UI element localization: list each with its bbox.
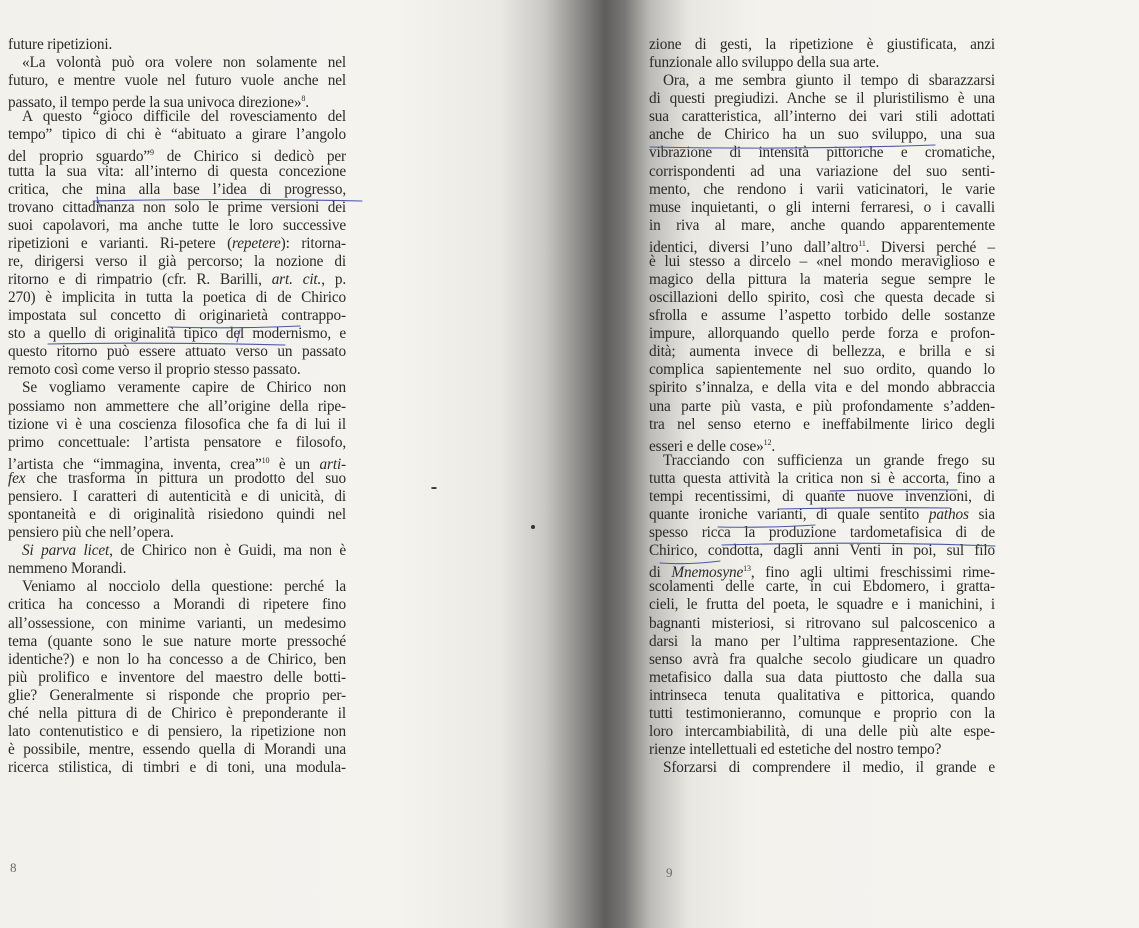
text-line	[8, 705, 346, 723]
text-line	[8, 542, 346, 560]
page-number-left: 8	[10, 860, 17, 875]
text-line	[649, 235, 995, 256]
text-span: possiamo non ammettere che all’origine della ripe-	[8, 397, 346, 415]
text-span: , p.	[321, 271, 347, 289]
text-line	[8, 108, 346, 126]
text-line	[649, 759, 995, 777]
text-line	[649, 72, 995, 90]
text-line	[8, 506, 346, 524]
text-span: scolamenti delle carte, in cui Ebdomero, i gratta-	[649, 578, 995, 596]
text-line	[8, 307, 346, 325]
text-span: anche de Chirico ha un suo sviluppo, una sua	[649, 126, 995, 144]
text-line	[649, 398, 995, 416]
dust-speck	[531, 525, 535, 529]
text-span: tempo” tipico di chi è “abituato a girare l’angolo	[8, 126, 346, 144]
text-line	[649, 651, 995, 669]
text-line	[649, 723, 995, 741]
text-line	[649, 578, 995, 596]
text-span: è possibile, mentre, essendo quella di Morandi una	[8, 741, 346, 759]
right-page-text	[649, 36, 995, 777]
text-span: sto a quello di originalità tipico del modernismo, e	[8, 325, 346, 343]
text-line	[8, 452, 346, 473]
text-line	[649, 144, 995, 162]
text-line	[8, 181, 346, 199]
text-span: cieli, le frutta del poeta, le squadre e i manichini, i	[649, 596, 995, 614]
text-line	[8, 398, 346, 416]
text-span: Chirico, condotta, dagli anni Venti in poi, sul filo	[649, 542, 995, 560]
text-span: del proprio sguardo”	[8, 148, 150, 166]
text-line	[649, 343, 995, 361]
text-span: ricerca stilistica, di timbri e di toni, una modula-	[8, 759, 346, 777]
text-line	[649, 669, 995, 687]
text-span: critica ha concesso a Morandi di ripetere fino	[8, 596, 346, 614]
page-number-right: 9	[666, 865, 673, 880]
text-line	[8, 651, 346, 669]
text-line	[8, 687, 346, 705]
text-line	[8, 72, 346, 90]
text-line	[8, 126, 346, 144]
text-span: critica, che mina alla base l’idea di progresso,	[8, 180, 346, 198]
text-line	[649, 325, 995, 343]
text-span: sua caratteristica, all’interno dei vari stili adottati	[649, 108, 995, 126]
text-line	[649, 307, 995, 325]
text-line	[649, 615, 995, 633]
text-line	[649, 108, 995, 126]
text-span: glie? Generalmente si risponde che proprio per-	[8, 686, 346, 704]
footnote-ref: 9	[149, 148, 154, 158]
text-span: darsi la mano per l’ultima rappresentazione. Che	[649, 632, 995, 650]
text-span: corrispondenti ad una variazione del suo senti-	[649, 162, 995, 180]
text-line	[8, 235, 346, 253]
text-line	[649, 90, 995, 108]
text-line	[649, 633, 995, 651]
text-span: loro intercambiabilità, di una delle più alte espe-	[649, 722, 995, 740]
text-line	[649, 705, 995, 723]
text-span: . Diversi perché –	[865, 238, 995, 256]
text-line	[8, 669, 346, 687]
footnote-ref: 8	[301, 94, 306, 104]
text-line	[649, 596, 995, 614]
text-line	[8, 560, 346, 578]
text-span: magico della pittura la materia segue sempre le	[649, 271, 995, 289]
text-span: è un	[269, 455, 320, 473]
text-span: sia	[968, 506, 996, 524]
left-page-text	[8, 36, 346, 777]
text-span: ripetizioni e varianti. Ri-petere (	[8, 234, 233, 252]
text-line	[649, 488, 995, 506]
text-line	[8, 253, 346, 271]
text-span: una parte più vasta, e più profondamente s’adden-	[649, 397, 995, 415]
text-span: tutti testimonieranno, comunque e proprio con la	[649, 704, 995, 722]
text-span: complica sapientemente nel suo ordito, quando lo	[649, 361, 995, 379]
footnote-ref: 12	[763, 437, 772, 447]
text-span: sfrolla e assume l’aspetto torbido delle sostanze	[649, 307, 995, 325]
text-line	[8, 596, 346, 614]
text-span: tutta la sua vita: all’interno di questa concezione	[8, 162, 346, 180]
text-line	[8, 488, 346, 506]
italic-text: arti-	[319, 455, 346, 473]
text-span: Ora, a me sembra giunto il tempo di sbarazzarsi	[663, 72, 995, 90]
italic-text: fex	[8, 469, 26, 487]
text-span: A questo “gioco difficile del rovesciamento del	[22, 108, 346, 126]
text-span: de Chirico si dedicò per	[153, 148, 347, 166]
text-span: tempi recentissimi, di quante nuove invenzioni, di	[649, 487, 995, 505]
text-span: è lui stesso a dircelo – «nel mondo meraviglioso e	[649, 252, 995, 270]
text-line	[649, 470, 995, 488]
text-line	[8, 759, 346, 777]
italic-text: art. cit.	[271, 271, 322, 289]
text-span: di questi pregiudizi. Anche se il pluristilismo è una	[649, 90, 995, 108]
text-line	[649, 163, 995, 181]
text-line	[8, 36, 346, 54]
text-span: spirito s’innalza, e della vita e del mondo abbraccia	[649, 379, 995, 397]
text-line	[8, 379, 346, 397]
text-span: trovano cittadinanza non solo le prime versioni dei	[8, 198, 346, 216]
text-span: metafisico dalla sua data piuttosto che dalla sua	[649, 668, 995, 686]
text-line	[649, 253, 995, 271]
text-span: , de Chirico non è Guidi, ma non è	[109, 542, 346, 560]
text-span: tema (quante sono le sue nature morte pressoché	[8, 632, 346, 650]
footnote-ref: 11	[858, 238, 866, 248]
text-span: suoi capolavori, ma anche tutte le loro successive	[8, 216, 346, 234]
text-line	[649, 741, 995, 759]
text-span: nemmeno Morandi.	[8, 560, 127, 578]
text-span: di	[649, 564, 672, 582]
text-line	[649, 542, 995, 560]
text-span: questo ritorno può essere attuato verso un passato	[8, 343, 346, 361]
text-line	[8, 199, 346, 217]
text-line	[649, 289, 995, 307]
text-span: identiche?) e non lo ha concesso a de Chirico, ben	[8, 650, 346, 668]
text-span: ): ritorna-	[280, 234, 346, 252]
text-span: senso avrà fra qualche secolo giudicare un quadro	[649, 650, 995, 668]
text-span: vibrazione di intensità pittoriche e cromatiche,	[649, 144, 995, 162]
text-span: .	[305, 94, 309, 112]
text-line	[8, 361, 346, 379]
text-span: oscillazioni dello spirito, così che questa decade si	[649, 289, 995, 307]
text-span: Veniamo al nocciolo della questione: perché la	[22, 578, 346, 596]
text-span: rienze intellettuali ed estetiche del nostro tempo?	[649, 741, 942, 759]
text-span: , fino agli ultimi freschissimi rime-	[750, 564, 995, 582]
text-span: spesso ricca la produzione tardometafisica di de	[649, 524, 995, 542]
text-line	[8, 271, 346, 289]
italic-text: Mnemosyne	[671, 564, 744, 582]
text-line	[649, 416, 995, 434]
text-line	[8, 54, 346, 72]
footnote-ref: 13	[743, 564, 751, 574]
text-span: all’ossessione, con minime varianti, un medesimo	[8, 614, 346, 632]
dust-speck	[431, 487, 437, 489]
footnote-ref: 10	[261, 455, 270, 465]
text-line	[649, 36, 995, 54]
text-span: bagnanti misteriosi, si ritrovano sul palcoscenico a	[649, 614, 995, 632]
text-line	[8, 163, 346, 181]
text-line	[649, 379, 995, 397]
italic-text: pathos	[928, 506, 969, 524]
text-span: lato contenutistico e di pensiero, la ripetizione non	[8, 722, 346, 740]
text-line	[8, 578, 346, 596]
text-span: Sforzarsi di comprendere il medio, il grande e	[663, 759, 995, 777]
text-line	[649, 524, 995, 542]
text-span: remoto così come verso il proprio stesso passato.	[8, 361, 301, 379]
text-span: muse inquietanti, o gli interni ferraresi, o i cavalli	[649, 198, 995, 216]
text-span: Tracciando con sufficienza un grande frego su	[663, 451, 995, 469]
italic-text: Si parva licet	[22, 542, 110, 560]
text-line	[8, 633, 346, 651]
text-line	[8, 524, 346, 542]
text-line	[649, 452, 995, 470]
text-span: esseri e delle cose»	[649, 437, 764, 455]
text-span: futuro, e mentre vuole nel futuro vuole anche nel	[8, 72, 346, 90]
text-span: ché nella pittura di de Chirico è preponderante il	[8, 704, 346, 722]
text-span: ritorno e di rimpatrio (cfr. R. Barilli,	[8, 271, 272, 289]
text-line	[8, 470, 346, 488]
text-line	[649, 181, 995, 199]
text-line	[8, 289, 346, 307]
text-span: in riva al mare, anche quando apparentemente	[649, 216, 995, 234]
text-span: pensiero. I caratteri di autenticità e di unicità, di	[8, 487, 346, 505]
text-span: spontaneità e di originalità risiedono quindi nel	[8, 506, 346, 524]
text-line	[8, 325, 346, 343]
text-span: future ripetizioni.	[8, 36, 113, 53]
text-span: mento, che rendono i varii vaticinatori, le varie	[649, 180, 995, 198]
text-span: tra nel senso eterno e ineffabilmente lirico degli	[649, 415, 995, 433]
text-line	[649, 560, 995, 582]
text-span: «La volontà può ora volere non solamente nel	[22, 54, 346, 72]
text-span: impure, allorquando quello perde forza e profon-	[649, 325, 995, 343]
text-span: l’artista che “immagina, inventa, crea”	[8, 455, 262, 473]
text-span: 270) è implicita in tutta la poetica di de Chirico	[8, 289, 346, 307]
text-span: impostata sul concetto di originarietà contrappo-	[8, 307, 346, 325]
text-line	[649, 687, 995, 705]
text-span: quante ironiche varianti, di quale sentito	[649, 506, 929, 524]
text-line	[8, 723, 346, 741]
text-span: tutta questa attività la critica non si è accorta, fino a	[649, 469, 995, 487]
text-span: che trasforma in pittura un prodotto del suo	[25, 469, 346, 487]
text-span: identici, diversi l’uno dall’altro	[649, 238, 859, 256]
text-span: primo concettuale: l’artista pensatore e filosofo,	[8, 433, 346, 451]
italic-text: repetere	[232, 234, 281, 252]
text-line	[649, 434, 995, 455]
text-line	[8, 217, 346, 235]
text-line	[8, 434, 346, 452]
text-span: tizione vi è una coscienza filosofica che fa di lui il	[8, 415, 346, 433]
text-line	[8, 343, 346, 361]
text-line	[649, 217, 995, 235]
text-line	[649, 126, 995, 144]
text-span: zione di gesti, la ripetizione è giustificata, anzi	[649, 36, 995, 53]
text-span: funzionale allo sviluppo della sua arte.	[649, 54, 880, 72]
text-span: intrinseca tenuta qualitativa e pittorica, quando	[649, 686, 995, 704]
text-span: .	[771, 437, 776, 455]
text-line	[649, 506, 995, 524]
text-line	[649, 54, 995, 72]
text-span: dità; aumenta invece di bellezza, e brilla e si	[649, 343, 995, 361]
text-span: Se vogliamo veramente capire de Chirico non	[22, 379, 346, 397]
text-span: pensiero più che nell’opera.	[8, 524, 174, 542]
text-line	[8, 741, 346, 759]
text-line	[8, 416, 346, 434]
text-line	[649, 361, 995, 379]
text-span: re, dirigersi verso il già percorso; la nozione di	[8, 252, 346, 270]
text-line	[649, 199, 995, 217]
text-line	[8, 615, 346, 633]
text-line	[8, 90, 346, 112]
text-span: più prolifico e inventore del maestro delle botti-	[8, 668, 346, 686]
text-line	[8, 144, 347, 166]
text-span: passato, il tempo perde la sua univoca direzione»	[8, 94, 302, 112]
text-line	[649, 271, 995, 289]
